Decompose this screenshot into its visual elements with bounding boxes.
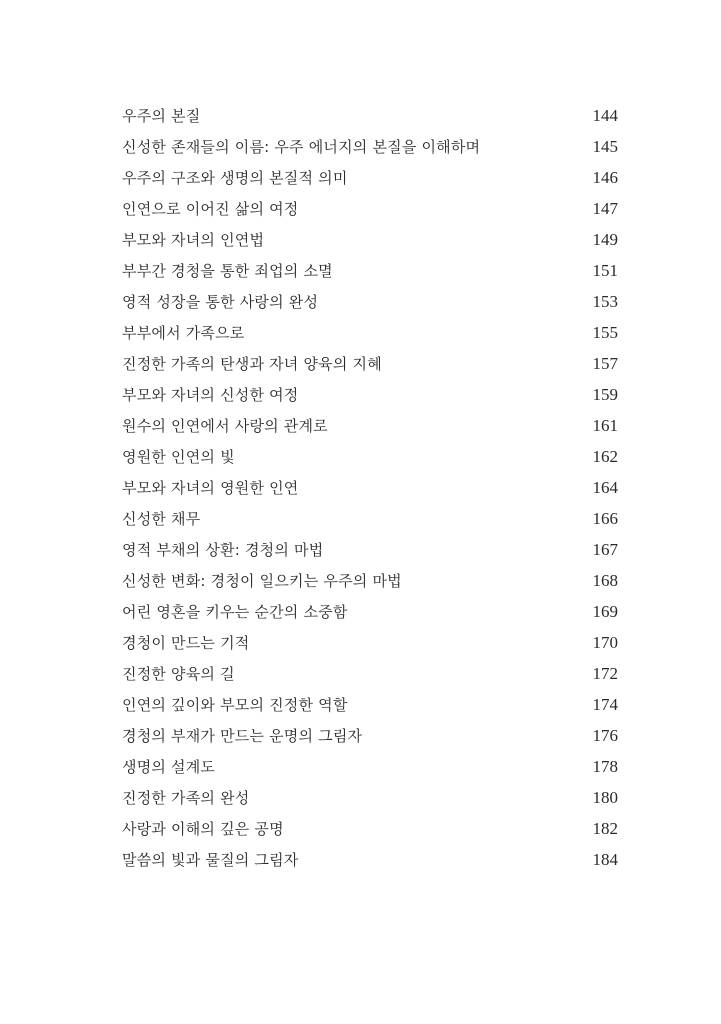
toc-entry-page: 146 (592, 167, 618, 187)
toc-entry-title: 신성한 변화: 경청이 일으키는 우주의 마법 (122, 572, 402, 590)
toc-entry-title: 진정한 가족의 완성 (122, 789, 250, 807)
toc-entry-title: 부모와 자녀의 영원한 인연 (122, 479, 299, 497)
toc-entry-page: 144 (592, 105, 618, 125)
toc-entry-page: 166 (592, 508, 618, 528)
toc-entry-page: 180 (592, 787, 618, 807)
toc-entry-title: 원수의 인연에서 사랑의 관계로 (122, 417, 328, 435)
toc-entry-title: 영적 부채의 상환: 경청의 마법 (122, 541, 324, 559)
toc-entry-page: 184 (592, 849, 618, 869)
toc-entry-page: 178 (592, 756, 618, 776)
toc-entry-page: 174 (592, 694, 618, 714)
toc-entry[interactable] (122, 348, 618, 379)
toc-entry-title: 말씀의 빛과 물질의 그림자 (122, 851, 299, 869)
toc-entry-title: 신성한 채무 (122, 510, 201, 528)
toc-entry[interactable] (122, 410, 618, 441)
toc-entry[interactable] (122, 131, 618, 162)
toc-entry[interactable] (122, 720, 618, 751)
toc-entry[interactable] (122, 503, 618, 534)
toc-entry-page: 157 (592, 353, 618, 373)
toc-entry[interactable] (122, 379, 618, 410)
toc-entry-page: 147 (592, 198, 618, 218)
toc-entry-title: 영원한 인연의 빛 (122, 448, 235, 466)
toc-entry-page: 164 (592, 477, 618, 497)
toc-entry-page: 151 (592, 260, 618, 280)
table-of-contents (122, 100, 618, 875)
toc-entry[interactable] (122, 658, 618, 689)
toc-entry[interactable] (122, 224, 618, 255)
toc-entry-title: 생명의 설계도 (122, 758, 216, 776)
toc-entry[interactable] (122, 162, 618, 193)
toc-entry-title: 사랑과 이해의 깊은 공명 (122, 820, 284, 838)
toc-entry-title: 인연의 깊이와 부모의 진정한 역할 (122, 696, 348, 714)
toc-entry[interactable] (122, 193, 618, 224)
toc-entry[interactable] (122, 751, 618, 782)
toc-entry-title: 경청의 부재가 만드는 운명의 그림자 (122, 727, 363, 745)
toc-entry[interactable] (122, 534, 618, 565)
toc-entry-page: 161 (592, 415, 618, 435)
toc-entry-title: 우주의 구조와 생명의 본질적 의미 (122, 169, 348, 187)
toc-entry-page: 176 (592, 725, 618, 745)
toc-entry-page: 168 (592, 570, 618, 590)
toc-entry[interactable] (122, 596, 618, 627)
toc-entry-title: 우주의 본질 (122, 107, 201, 125)
toc-entry-page: 155 (592, 322, 618, 342)
toc-entry[interactable] (122, 782, 618, 813)
toc-entry-title: 부모와 자녀의 인연법 (122, 231, 265, 249)
toc-entry-title: 진정한 양육의 길 (122, 665, 235, 683)
toc-entry-title: 인연으로 이어진 삶의 여정 (122, 200, 299, 218)
toc-entry[interactable] (122, 627, 618, 658)
toc-entry-page: 170 (592, 632, 618, 652)
toc-entry-page: 167 (592, 539, 618, 559)
toc-entry[interactable] (122, 100, 618, 131)
toc-entry-page: 182 (592, 818, 618, 838)
toc-entry-page: 149 (592, 229, 618, 249)
toc-entry-title: 부모와 자녀의 신성한 여정 (122, 386, 299, 404)
toc-entry[interactable] (122, 441, 618, 472)
toc-entry[interactable] (122, 317, 618, 348)
toc-entry-page: 153 (592, 291, 618, 311)
toc-entry-title: 영적 성장을 통한 사랑의 완성 (122, 293, 319, 311)
toc-entry[interactable] (122, 472, 618, 503)
toc-entry-title: 진정한 가족의 탄생과 자녀 양육의 지혜 (122, 355, 382, 373)
toc-entry[interactable] (122, 565, 618, 596)
toc-entry-page: 159 (592, 384, 618, 404)
toc-entry[interactable] (122, 255, 618, 286)
toc-entry-title: 경청이 만드는 기적 (122, 634, 250, 652)
toc-entry-page: 169 (592, 601, 618, 621)
toc-entry-title: 부부에서 가족으로 (122, 324, 245, 342)
toc-entry-page: 145 (592, 136, 618, 156)
toc-entry-page: 172 (592, 663, 618, 683)
toc-entry-title: 어린 영혼을 키우는 순간의 소중함 (122, 603, 348, 621)
toc-entry[interactable] (122, 689, 618, 720)
toc-entry-title: 부부간 경청을 통한 죄업의 소멸 (122, 262, 333, 280)
toc-entry-page: 162 (592, 446, 618, 466)
toc-entry-title: 신성한 존재들의 이름: 우주 에너지의 본질을 이해하며 (122, 138, 481, 156)
toc-entry[interactable] (122, 813, 618, 844)
toc-entry[interactable] (122, 286, 618, 317)
toc-entry[interactable] (122, 844, 618, 875)
